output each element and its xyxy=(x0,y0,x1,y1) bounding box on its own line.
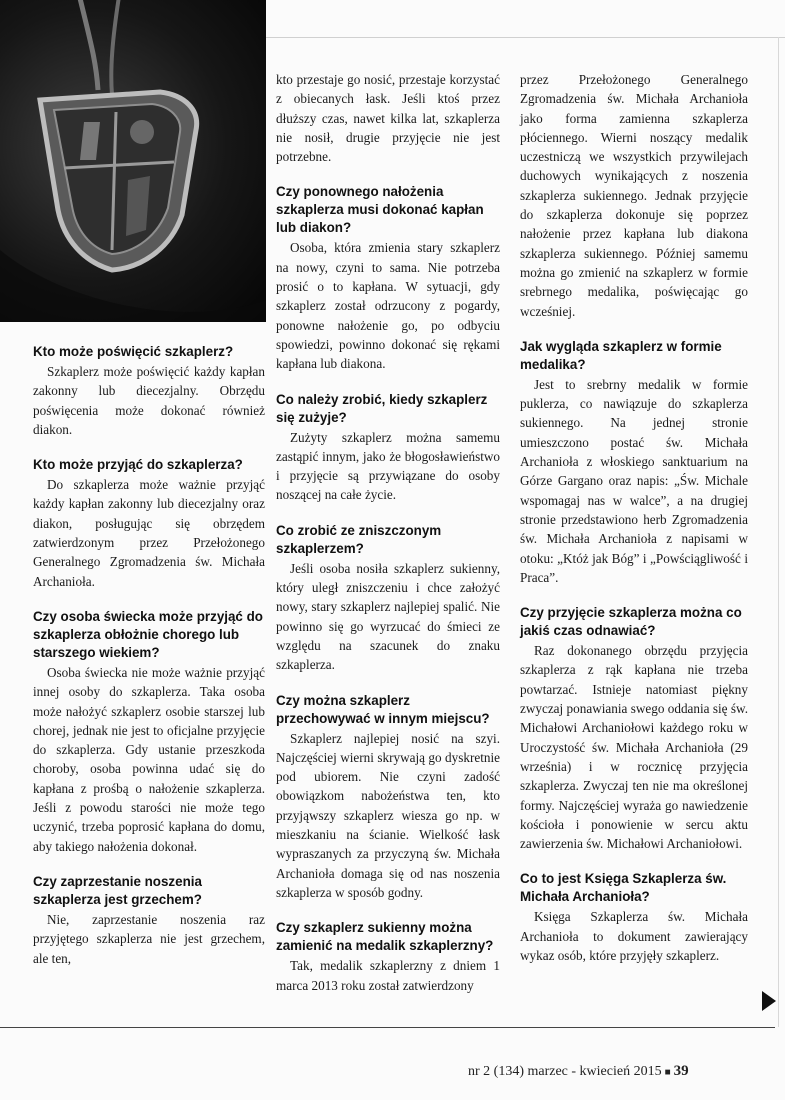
question-heading: Kto może przyjąć do szkaplerza? xyxy=(33,457,243,473)
continue-arrow-icon xyxy=(762,991,776,1011)
question-heading: Czy ponownego nałożenia szkaplerza musi dokonać kapłan lub diakon? xyxy=(276,184,484,236)
question-heading: Co zrobić ze zniszczonym szkaplerzem? xyxy=(276,522,442,556)
question-heading: Jak wygląda szkaplerz w formie medalika? xyxy=(520,338,722,372)
question-heading: Co należy zrobić, kiedy szkaplerz się zużyje? xyxy=(276,391,488,425)
answer-paragraph: Tak, medalik szkaplerzny z dniem 1 marca 2013 roku został zatwierdzony xyxy=(276,958,500,993)
answer-paragraph: Osoba świecka nie może ważnie przyjąć innej osoby do szkaplerza. Taka osoba może nałożyć szkaplerz osobie starszej lub chorej, jednak nie jest to oficjalne przyjęcie do szkaplerza. Gdy ustanie przeszkoda choroby, osoba powinna udać się do kapłana z prośbą o nałożenie szkaplerza. Jeśli z powodu starości nie może tego uczynić, trzeba poprosić kapłana do domu, aby takiego nałożenia dokonał. xyxy=(33,664,265,854)
question-heading: Czy zaprzestanie noszenia szkaplerza jest grzechem? xyxy=(33,873,202,907)
text-column-1 xyxy=(33,343,265,968)
page-number: 39 xyxy=(673,1063,689,1079)
top-border xyxy=(266,37,785,38)
answer-paragraph: Osoba, która zmienia stary szkaplerz na nowy, czyni to sama. Nie potrzeba prosić o to kapłana. W sytuacji, gdy szkaplerz został odrzucony z pogardy, ponowne nałożenie go, po odbyciu spowiedzi, powinno dokonać się rękami kapłana lub diakona. xyxy=(276,240,500,372)
issue-info: nr 2 (134) marzec - kwiecień 2015 xyxy=(468,1064,662,1079)
answer-paragraph: Szkaplerz może poświęcić każdy kapłan zakonny lub diecezjalny. Obrzędu poświęcenia może dokonać również diakon. xyxy=(33,364,265,437)
question-heading: Czy osoba świecka może przyjąć do szkaplerza obłożnie chorego lub starszego wiekiem? xyxy=(33,608,263,660)
text-column-2 xyxy=(276,70,500,995)
answer-paragraph: Do szkaplerza może ważnie przyjąć każdy kapłan zakonny lub diecezjalny oraz diakon, posługując się obrzędem zatwierdzonym przez Przełożonego Generalnego Zgromadzenia św. Michała Archanioła. xyxy=(33,477,265,589)
answer-paragraph: Jeśli osoba nosiła szkaplerz sukienny, który uległ zniszczeniu i chce założyć nowy, stary szkaplerz najlepiej spalić. Nie powinno się go wyrzucać do śmieci ze względu na szacunek do znaku szkaplerza. xyxy=(276,560,500,673)
separator-icon: ■ xyxy=(664,1067,671,1078)
answer-paragraph: przez Przełożonego Generalnego Zgromadzenia św. Michała Archanioła jako forma zamienna szkaplerza płóciennego. Wierni noszący medalik uczestniczą we wszystkich przywilejach duchowych wynikających z noszenia szkaplerza sukiennego. Jednak przyjęcie do szkaplerza dokonuje się poprzez nałożenie przez kapłana lub diakona szkaplerza sukiennego. Później samemu można go zmienić na szkaplerz w formie srebrnego medalika, poświęcając go wcześniej. xyxy=(520,72,748,319)
shield-emblem-icon xyxy=(0,0,266,322)
question-heading: Czy przyjęcie szkaplerza można co jakiś czas odnawiać? xyxy=(520,605,742,639)
question-heading: Czy szkaplerz sukienny można zamienić na medalik szkaplerzny? xyxy=(276,920,494,954)
answer-paragraph: Szkaplerz najlepiej nosić na szyi. Najczęściej wierni skrywają go dyskretnie pod ubiorem. Nie czyni zadość obowiązkom nabożeństwa ten, kto przyjąwszy szkaplerz wiesza go np. w mieszkaniu na ścianie. Wielkość łask wypraszanych za przyczyną św. Michała Archanioła domaga się od nas noszenia szkaplerza w sposób godny. xyxy=(276,730,500,900)
answer-paragraph: Jest to srebrny medalik w formie puklerza, co nawiązuje do szkaplerza sukiennego. Na jednej stronie umieszczono postać św. Michała Archanioła z włoskiego sanktuarium na Górze Gargano oraz napis: „Św. Michale wspomagaj nas w walce”, a na drugiej stronie przedstawiono herb Zgromadzenia św. Michała Archanioła z napisami w otoku: „Któż jak Bóg” i „Powściągliwość i Praca”. xyxy=(520,376,748,585)
page-footer xyxy=(468,1063,689,1080)
text-column-3 xyxy=(520,70,748,965)
answer-paragraph: Raz dokonanego obrzędu przyjęcia szkaplerza z rąk kapłana nie trzeba powtarzać. Istnieje natomiast piękny zwyczaj ponawiania swego oddania się św. Michałowi Archaniołowi każdego roku w Uroczystość św. Michała Archanioła (29 września) i w rocznicę przyjęcia szkaplerza. Zwyczaj ten nie ma określonej formy. Najczęściej wyraża go nawiedzenie kościoła i ponowienie w sercu aktu zawierzenia św. Michałowi Archaniołowi. xyxy=(520,643,748,852)
scapular-emblem-photo xyxy=(0,0,266,322)
right-border xyxy=(778,37,779,1027)
question-heading: Czy można szkaplerz przechowywać w innym miejscu? xyxy=(276,692,490,726)
answer-paragraph: Nie, zaprzestanie noszenia raz przyjętego szkaplerza nie jest grzechem, ale ten, xyxy=(33,911,265,966)
answer-paragraph: Zużyty szkaplerz można samemu zastąpić innym, jako że błogosławieństwo i przyjęcie są przywiązane do osoby noszącej na całe życie. xyxy=(276,429,500,503)
answer-paragraph: kto przestaje go nosić, przestaje korzystać z obiecanych łask. Jeśli ktoś przez dłuższy czas, nawet kilka lat, szkaplerza nie nosił, drugie przyjęcie nie jest potrzebne. xyxy=(276,72,500,165)
question-heading: Kto może poświęcić szkaplerz? xyxy=(33,344,234,359)
answer-paragraph: Księga Szkaplerza św. Michała Archanioła to dokument zawierający wykaz osób, które przyjęły szkaplerz. xyxy=(520,909,748,963)
bottom-rule xyxy=(0,1027,775,1028)
question-heading: Co to jest Księga Szkaplerza św. Michała Archanioła? xyxy=(520,871,727,905)
